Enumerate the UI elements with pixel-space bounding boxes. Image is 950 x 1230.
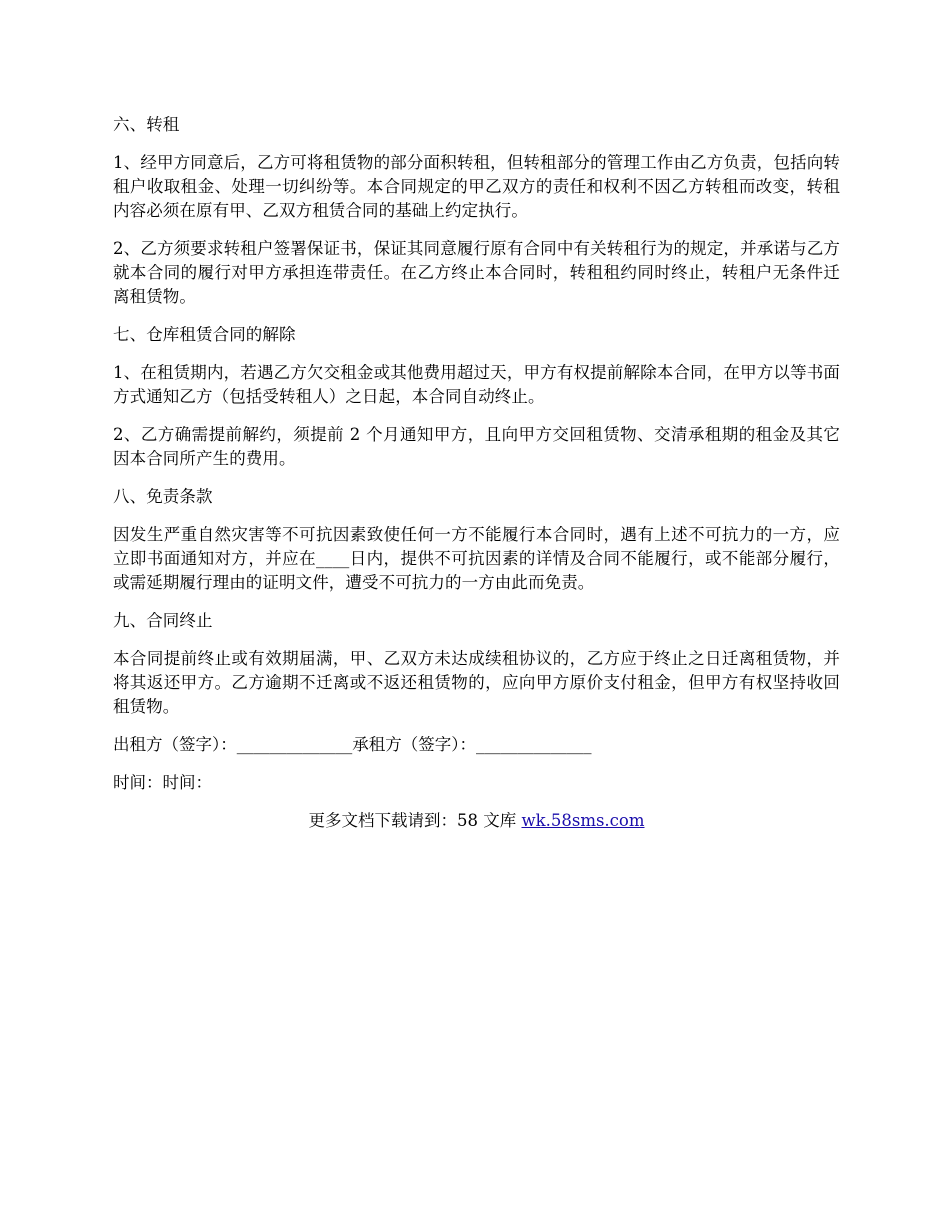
clause-paragraph: 本合同提前终止或有效期届满，甲、乙双方未达成续租协议的，乙方应于终止之日迁离租赁物，并将其返还甲方。乙方逾期不迁离或不返还租赁物的，应向甲方原价支付租金，但甲方有权坚持收回租赁物。 (113, 649, 840, 716)
footer-text: 更多文档下载请到：58 文库 (308, 811, 522, 830)
clause-paragraph: 因发生严重自然灾害等不可抗因素致使任何一方不能履行本合同时，遇有上述不可抗力的一方，应立即书面通知对方，并应在____日内，提供不可抗因素的详情及合同不能履行，或不能部分履行，或需延期履行理由的证明文件，遭受不可抗力的一方由此而免责。 (113, 525, 840, 592)
signature-line: 出租方（签字）：______________承租方（签字）：______________ (113, 735, 592, 754)
section-heading-force-majeure: 八、免责条款 (113, 487, 213, 506)
footer-link[interactable]: wk.58sms.com (521, 811, 645, 830)
section-heading-sublease: 六、转租 (113, 115, 180, 134)
footer (113, 809, 840, 833)
signature-time: 时间：时间： (113, 773, 212, 792)
clause-paragraph: 2、乙方确需提前解约，须提前 2 个月通知甲方，且向甲方交回租赁物、交清承租期的租金及其它因本合同所产生的费用。 (113, 425, 840, 468)
section-heading-termination: 七、仓库租赁合同的解除 (113, 325, 296, 344)
clause-paragraph: 1、经甲方同意后，乙方可将租赁物的部分面积转租，但转租部分的管理工作由乙方负责，包括向转租户收取租金、处理一切纠纷等。本合同规定的甲乙双方的责任和权利不因乙方转租而改变，转租内容必须在原有甲、乙双方租赁合同的基础上约定执行。 (113, 153, 840, 220)
clause-paragraph: 1、在租赁期内，若遇乙方欠交租金或其他费用超过天，甲方有权提前解除本合同，在甲方以等书面方式通知乙方（包括受转租人）之日起，本合同自动终止。 (113, 363, 840, 406)
section-heading-contract-end: 九、合同终止 (113, 611, 213, 630)
clause-paragraph: 2、乙方须要求转租户签署保证书，保证其同意履行原有合同中有关转租行为的规定，并承诺与乙方就本合同的履行对甲方承担连带责任。在乙方终止本合同时，转租租约同时终止，转租户无条件迁离租赁物。 (113, 239, 840, 306)
document-page (113, 113, 840, 833)
